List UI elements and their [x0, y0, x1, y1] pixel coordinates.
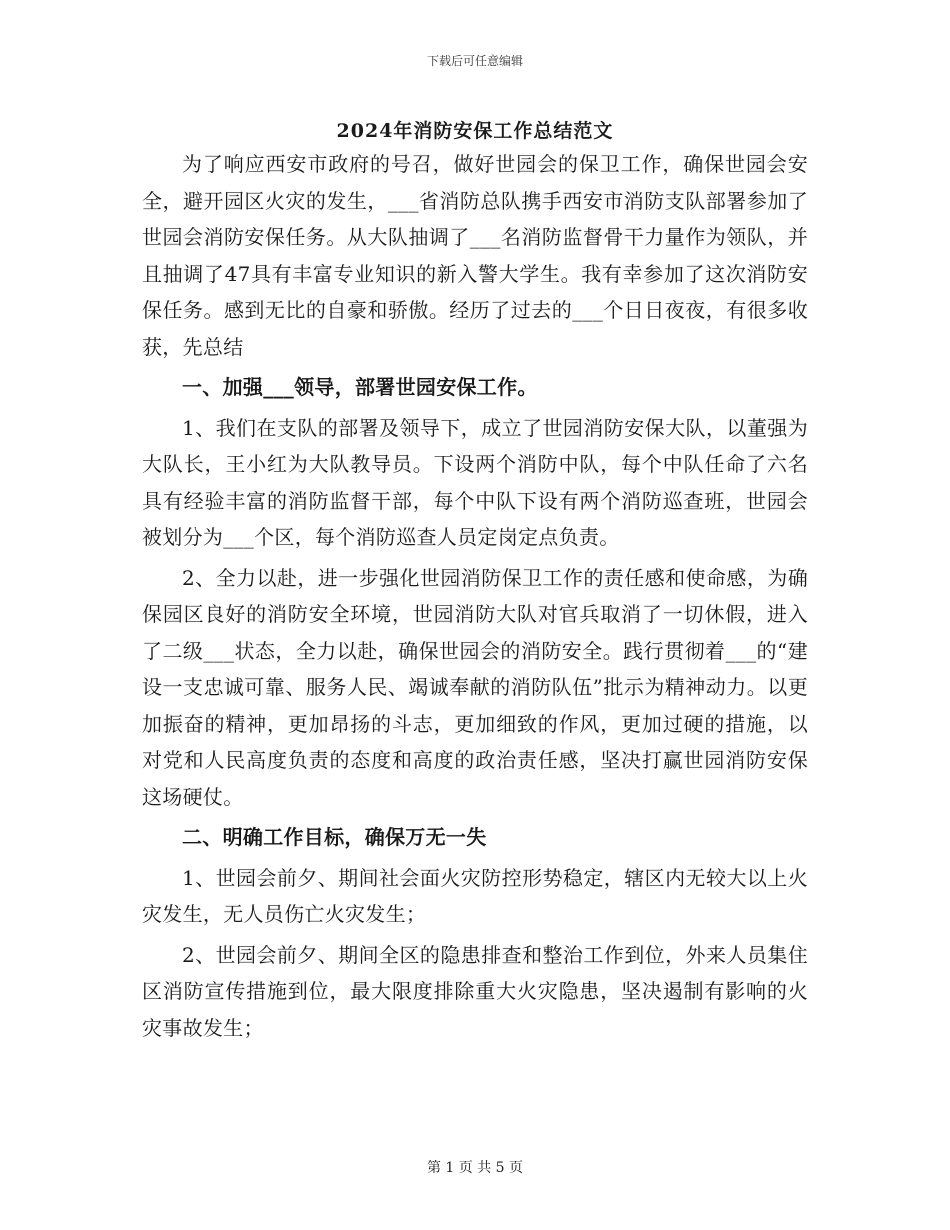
paragraph-2-1: 1、世园会前夕、期间社会面火灾防控形势稳定，辖区内无较大以上火灾发生，无人员伤亡火灾发生；	[142, 865, 808, 926]
section-heading-1: 一、加强___领导，部署世园安保工作。	[182, 375, 538, 399]
page-number: 第 1 页 共 5 页	[426, 1160, 524, 1176]
paragraph-2-2: 2、世园会前夕、期间全区的隐患排查和整治工作到位，外来人员集住区消防宣传措施到位，最大限度排除重大火灾隐患，坚决遏制有影响的火灾事故发生；	[142, 942, 808, 1040]
paragraph-intro: 为了响应西安市政府的号召，做好世园会的保卫工作，确保世园会安全，避开园区火灾的发生，___省消防总队携手西安市消防支队部署参加了世园会消防安保任务。从大队抽调了___名消防监督骨干力量作为领队，并且抽调了47具有丰富专业知识的新入警大学生。我有幸参加了这次消防安保任务。感到无比的自豪和骄傲。经历了过去的___个日日夜夜，有很多收获，先总结	[142, 152, 808, 359]
document-body	[142, 146, 808, 1046]
section-heading-2: 二、明确工作目标，确保万无一失	[182, 825, 487, 849]
document-title: 2024年消防安保工作总结范文	[336, 120, 614, 142]
paragraph-1-2: 2、全力以赴，进一步强化世园消防保卫工作的责任感和使命感，为确保园区良好的消防安全环境，世园消防大队对官兵取消了一切休假，进入了二级___状态，全力以赴，确保世园会的消防安全。践行贯彻着___的“建设一支忠诚可靠、服务人民、竭诚奉献的消防队伍”批示为精神动力。以更加振奋的精神，更加昂扬的斗志，更加细致的作风，更加过硬的措施，以对党和人民高度负责的态度和高度的政治责任感，坚决打赢世园消防安保这场硬仗。	[142, 565, 808, 809]
paragraph-1-1: 1、我们在支队的部署及领导下，成立了世园消防安保大队，以董强为大队长，王小红为大队教导员。下设两个消防中队，每个中队任命了六名具有经验丰富的消防监督干部，每个中队下设有两个消防巡查班，世园会被划分为___个区，每个消防巡查人员定岗定点负责。	[142, 415, 808, 549]
page-header: 下载后可任意编辑	[426, 54, 523, 68]
